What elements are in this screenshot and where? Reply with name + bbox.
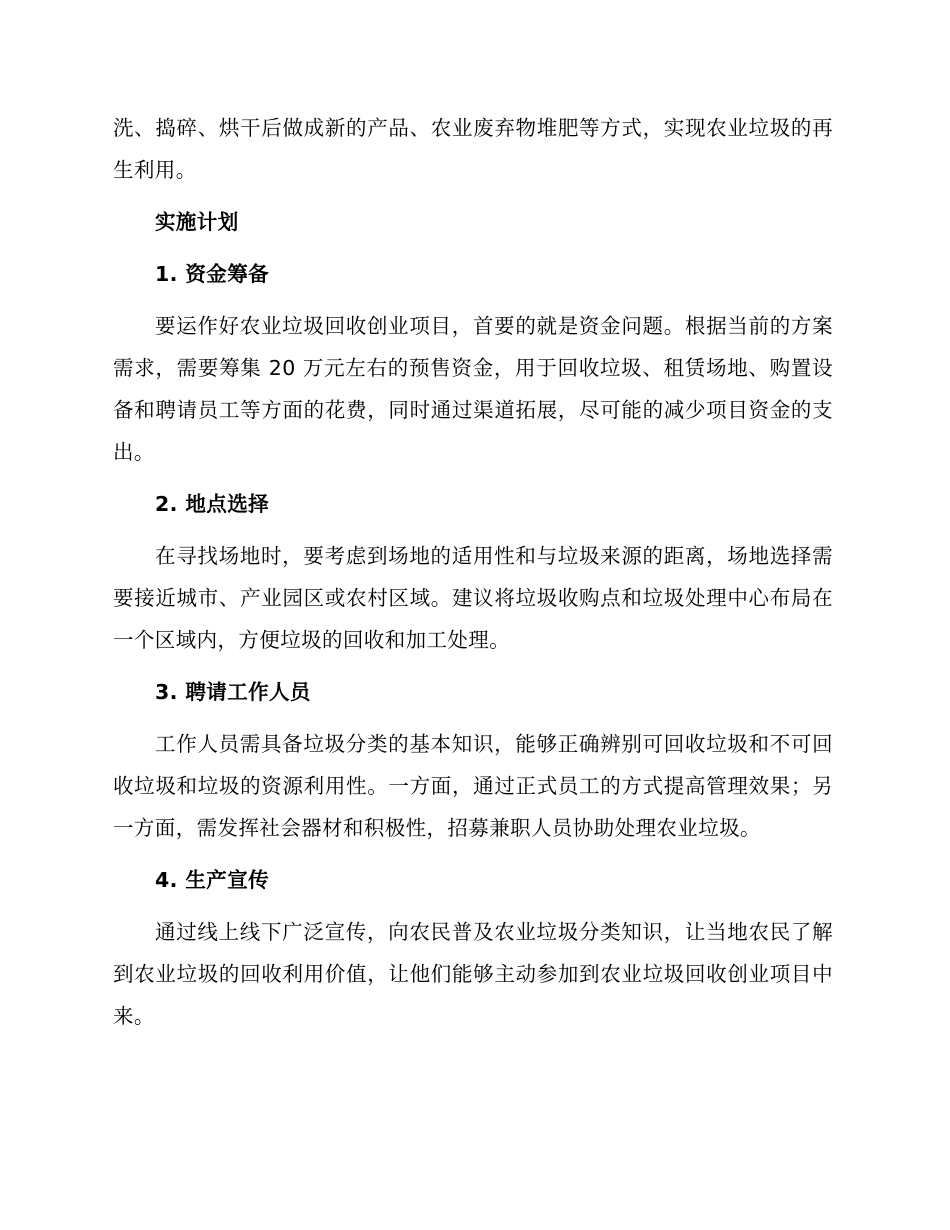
item-body-3: 工作人员需具备垃圾分类的基本知识，能够正确辨别可回收垃圾和不可回收垃圾和垃圾的资源利用性。一方面，通过正式员工的方式提高管理效果；另一方面，需发挥社会器材和积极性，招募兼职人员协助处理农业垃圾。: [113, 732, 833, 840]
item-heading-2: 2. 地点选择: [155, 492, 269, 516]
item-heading-1: 1. 资金筹备: [155, 262, 269, 286]
item-body-1: 要运作好农业垃圾回收创业项目，首要的就是资金问题。根据当前的方案需求，需要筹集 20 万元左右的预售资金，用于回收垃圾、租赁场地、购置设备和聘请员工等方面的花费，同时通过渠道拓展，尽可能的减少项目资金的支出。: [113, 314, 833, 464]
section-title: 实施计划: [155, 210, 239, 234]
item-heading-4: 4. 生产宣传: [155, 868, 269, 892]
intro-paragraph: 洗、捣碎、烘干后做成新的产品、农业废弃物堆肥等方式，实现农业垃圾的再生利用。: [113, 116, 833, 182]
item-heading-3: 3. 聘请工作人员: [155, 680, 311, 704]
item-body-4: 通过线上线下广泛宣传，向农民普及农业垃圾分类知识，让当地农民了解到农业垃圾的回收利用价值，让他们能够主动参加到农业垃圾回收创业项目中来。: [113, 920, 833, 1028]
item-body-2: 在寻找场地时，要考虑到场地的适用性和与垃圾来源的距离，场地选择需要接近城市、产业园区或农村区域。建议将垃圾收购点和垃圾处理中心布局在一个区域内，方便垃圾的回收和加工处理。: [113, 544, 833, 652]
document-page: [113, 107, 833, 1037]
